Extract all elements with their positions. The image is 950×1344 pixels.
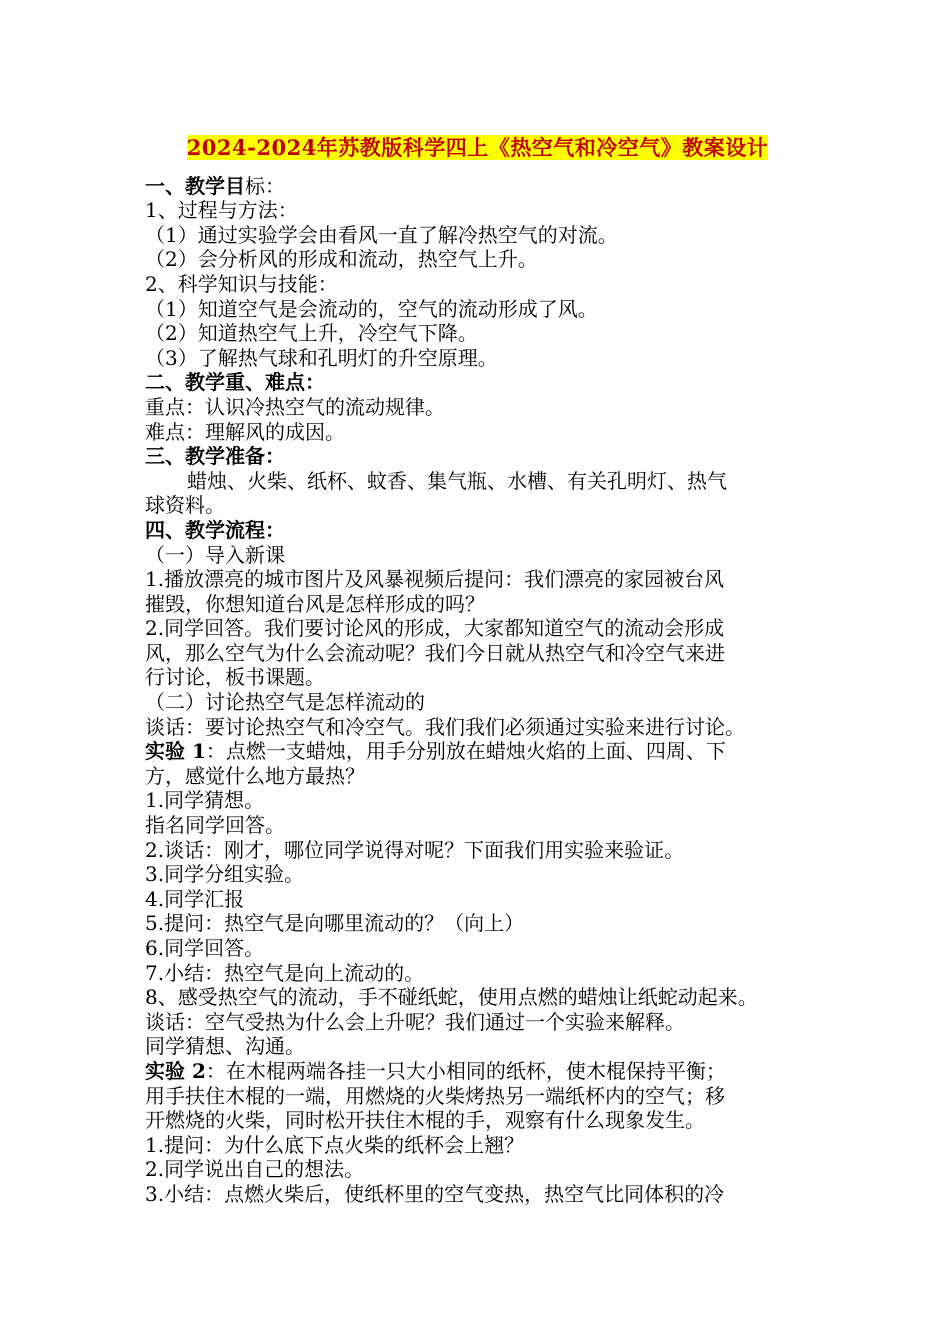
text-line: 谈话：要讨论热空气和冷空气。我们我们必须通过实验来进行讨论。	[145, 714, 745, 739]
text-line: （一）导入新课	[145, 542, 285, 567]
text-line: （二）讨论热空气是怎样流动的	[145, 690, 425, 715]
text-line: （3）了解热气球和孔明灯的升空原理。	[145, 345, 498, 370]
text-line: 用手扶住木棍的一端，用燃烧的火柴烤热另一端纸杯内的空气；移	[145, 1083, 725, 1108]
text-line: 2.同学说出自己的想法。	[145, 1157, 365, 1182]
experiment-1-line	[145, 739, 820, 764]
document-title	[145, 136, 810, 161]
text-line: （2）会分析风的形成和流动，热空气上升。	[145, 247, 538, 272]
text-line: 难点：理解风的成因。	[145, 419, 345, 444]
text-line: 2.同学回答。我们要讨论风的形成，大家都知道空气的流动会形成	[145, 616, 725, 641]
document-page	[145, 136, 820, 1207]
section-heading-keypoints: 二、教学重、难点：	[145, 370, 325, 395]
title-text: 2024-2024年苏教版科学四上《热空气和冷空气》教案设计	[186, 135, 769, 160]
text-line: 摧毁，你想知道台风是怎样形成的吗？	[145, 591, 485, 616]
experiment-2-line	[145, 1059, 820, 1084]
text-line: 4.同学汇报	[145, 886, 245, 911]
text-line: 2.谈话：刚才，哪位同学说得对呢？下面我们用实验来验证。	[145, 837, 685, 862]
section-heading-preparation: 三、教学准备：	[145, 444, 285, 469]
text-line: 7.小结：热空气是向上流动的。	[145, 960, 425, 985]
text-line: 行讨论，板书课题。	[145, 665, 325, 690]
preparation-line-2: 球资料。	[145, 493, 225, 518]
text-line: 3.同学分组实验。	[145, 862, 305, 887]
section-heading-bold: 一、教学目	[145, 173, 245, 198]
text-line: 1、过程与方法：	[145, 198, 298, 223]
section-heading-objectives	[145, 174, 820, 199]
section-heading-rest: 标：	[245, 173, 285, 198]
text-line: 方，感觉什么地方最热？	[145, 763, 365, 788]
experiment-1-text: ：点燃一支蜡烛，用手分别放在蜡烛火焰的上面、四周、下	[205, 739, 726, 764]
text-line: 3.小结：点燃火柴后，使纸杯里的空气变热，热空气比同体积的冷	[145, 1181, 725, 1206]
experiment-1-label: 实验 1	[145, 739, 206, 764]
experiment-2-text: ：在木棍两端各挂一只大小相同的纸杯，使木棍保持平衡；	[205, 1058, 726, 1083]
text-line: 5.提问：热空气是向哪里流动的？（向上）	[145, 911, 525, 936]
text-line: 风，那么空气为什么会流动呢？我们今日就从热空气和冷空气来进	[145, 640, 725, 665]
text-line: （1）知道空气是会流动的，空气的流动形成了风。	[145, 296, 598, 321]
text-line: 1.同学猜想。	[145, 788, 265, 813]
text-line: 2、科学知识与技能：	[145, 271, 338, 296]
text-line: 6.同学回答。	[145, 936, 265, 960]
text-line: （2）知道热空气上升，冷空气下降。	[145, 321, 478, 346]
text-line: 重点：认识冷热空气的流动规律。	[145, 394, 445, 419]
text-line: 开燃烧的火柴，同时松开扶住木棍的手，观察有什么现象发生。	[145, 1108, 705, 1133]
section-heading-process: 四、教学流程：	[145, 517, 285, 542]
text-line: 指名同学回答。	[145, 813, 285, 838]
text-line: 同学猜想、沟通。	[145, 1034, 305, 1059]
text-line: 8、感受热空气的流动，手不碰纸蛇，使用点燃的蜡烛让纸蛇动起来。	[145, 985, 758, 1010]
text-line: 谈话：空气受热为什么会上升呢？我们通过一个实验来解释。	[145, 1009, 685, 1034]
preparation-line-1: 蜡烛、火柴、纸杯、蚊香、集气瓶、水槽、有关孔明灯、热气	[187, 468, 727, 493]
text-line: 1.播放漂亮的城市图片及风暴视频后提问：我们漂亮的家园被台风	[145, 567, 725, 592]
experiment-2-label: 实验 2	[145, 1058, 206, 1083]
text-line: （1）通过实验学会由看风一直了解冷热空气的对流。	[145, 222, 618, 247]
text-line: 1.提问：为什么底下点火柴的纸杯会上翘？	[145, 1132, 525, 1157]
